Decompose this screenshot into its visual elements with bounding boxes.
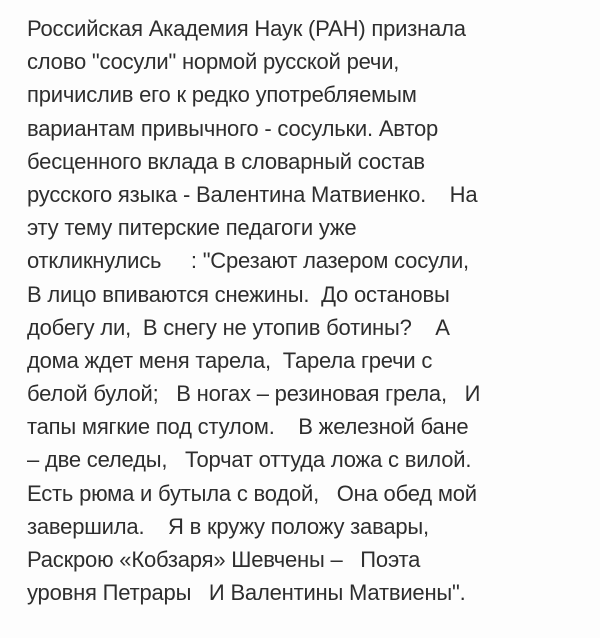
text-line: бесценного вклада в словарный состав — [27, 148, 425, 174]
text-line: Российская Академия Наук (РАН) признала — [27, 16, 466, 41]
text-line: – две селеды, Торчат оттуда ложа с вилой. — [27, 447, 472, 473]
text-line: добегу ли, В снегу не утопив ботины? А — [27, 314, 450, 340]
text-line: завершила. Я в кружу положу завары, — [27, 513, 429, 539]
text-line: уровня Петрары И Валентины Матвиены". — [27, 580, 466, 606]
text-line: Раскрою «Кобзаря» Шевчены – Поэта — [27, 547, 421, 572]
text-line: дома ждет меня тарела, Тарела гречи с — [27, 347, 433, 373]
text-line: белой булой; В ногах – резиновая грела, И — [27, 381, 481, 407]
text-line: слово "сосули" нормой русской речи, — [27, 49, 400, 75]
text-line: вариантам привычного - сосульки. Автор — [27, 115, 439, 141]
text-line: откликнулись : "Срезают лазером сосули, — [27, 248, 469, 274]
text-line: русского языка - Валентина Матвиенко. На — [27, 181, 478, 207]
text-line: В лицо впиваются снежины. До остановы — [27, 281, 450, 307]
text-line: эту тему питерские педагоги уже — [27, 215, 357, 241]
text-line: Есть рюма и бутыла с водой, Она обед мой — [27, 480, 477, 506]
text-line: причислив его к редко употребляемым — [27, 82, 417, 108]
text-line: тапы мягкие под стулом. В железной бане — [27, 414, 469, 440]
